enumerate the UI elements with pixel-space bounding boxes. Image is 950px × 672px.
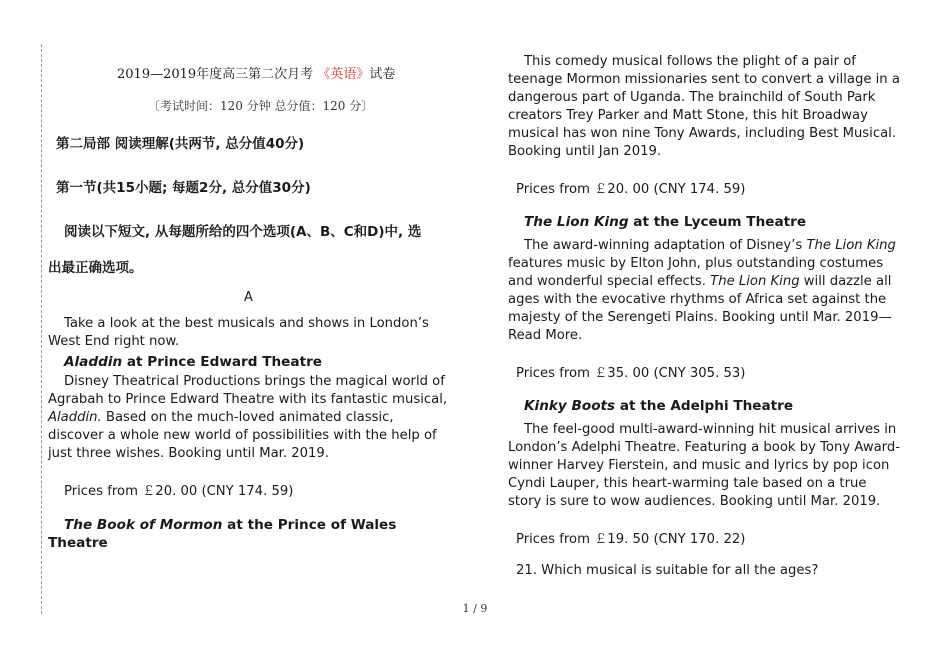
title-suffix: 试卷 [369, 67, 396, 82]
instruction-line-2: 出最正确选项。 [48, 260, 143, 276]
instruction-line-1: 阅读以下短文, 从每题所给的四个选项(A、B、C和D)中, 选 [64, 224, 422, 240]
kinky-description: The feel-good multi-award-winning hit musical arrives in London’s Adelphi Theatre. Featuring a book by Tony Award-winner Harvey Fierstein, and music and lyrics by pop icon Cyndi Lauper, this heart-warming tale based on a true story is sure to wow audiences. Booking until Mar. 2019. [508, 422, 901, 509]
mormon-title: The Book of Mormon [64, 517, 223, 533]
aladdin-price: Prices from ￡20. 00 (CNY 174. 59) [64, 484, 294, 499]
question-21: 21. Which musical is suitable for all the ages? [516, 563, 819, 578]
mormon-description: This comedy musical follows the plight of a pair of teenage Mormon missionaries sent to convert a village in a dangerous part of Uganda. The brainchild of South Park creators Trey Parker and Matt Stone, this hit Broadway musical has won nine Tony Awards, including Best Musical. Booking until Jan 2019. [508, 54, 900, 159]
kinky-venue: at the Adelphi Theatre [615, 398, 794, 414]
kinky-title: Kinky Boots [524, 398, 616, 414]
section-heading: 第一节(共15小题; 每题2分, 总分值30分) [56, 180, 311, 196]
page-number: 1 / 9 [462, 602, 488, 615]
lion-price: Prices from ￡35. 00 (CNY 305. 53) [516, 366, 746, 381]
aladdin-venue: at Prince Edward Theatre [122, 354, 322, 370]
lion-description: The award-winning adaptation of Disney’s The Lion King features music by Elton John, plus outstanding costumes and wonderful special effects. The Lion King will dazzle all ages with the evocative rhythms of Africa set against the majesty of the Serengeti Plains. Booking until Mar. 2019— Read More. [508, 238, 896, 343]
passage-label: A [244, 290, 253, 305]
exam-info: 〔考试时间：120 分钟 总分值：120 分〕 [148, 99, 374, 113]
intro-paragraph: Take a look at the best musicals and shows in London’s West End right now. [48, 316, 429, 349]
mormon-heading [48, 516, 448, 552]
exam-title [117, 63, 395, 82]
aladdin-heading [48, 353, 448, 371]
lion-venue: at the Lyceum Theatre [628, 214, 807, 230]
right-column-text [508, 53, 904, 578]
binding-margin-line [41, 44, 42, 614]
title-text: 2019—2019年度高三第二次月考 [117, 67, 318, 82]
lion-title: The Lion King [524, 214, 629, 230]
kinky-heading [508, 397, 904, 415]
aladdin-title: Aladdin [64, 354, 123, 370]
mormon-price: Prices from ￡20. 00 (CNY 174. 59) [516, 182, 746, 197]
lion-heading [508, 213, 904, 231]
aladdin-description: Disney Theatrical Productions brings the magical world of Agrabah to Prince Edward Theatre with its fantastic musical, Aladdin. Based on the much-loved animated classic, discover a whole new world of possibilities with the help of just three wishes. Booking until Mar. 2019. [48, 374, 448, 461]
title-subject: 《英语》 [317, 67, 370, 82]
mormon-venue: at the Prince of Wales Theatre [48, 517, 397, 551]
part-heading: 第二局部 阅读理解(共两节, 总分值40分) [56, 136, 305, 152]
kinky-price: Prices from ￡19. 50 (CNY 170. 22) [516, 532, 746, 547]
left-column-text [48, 315, 448, 552]
